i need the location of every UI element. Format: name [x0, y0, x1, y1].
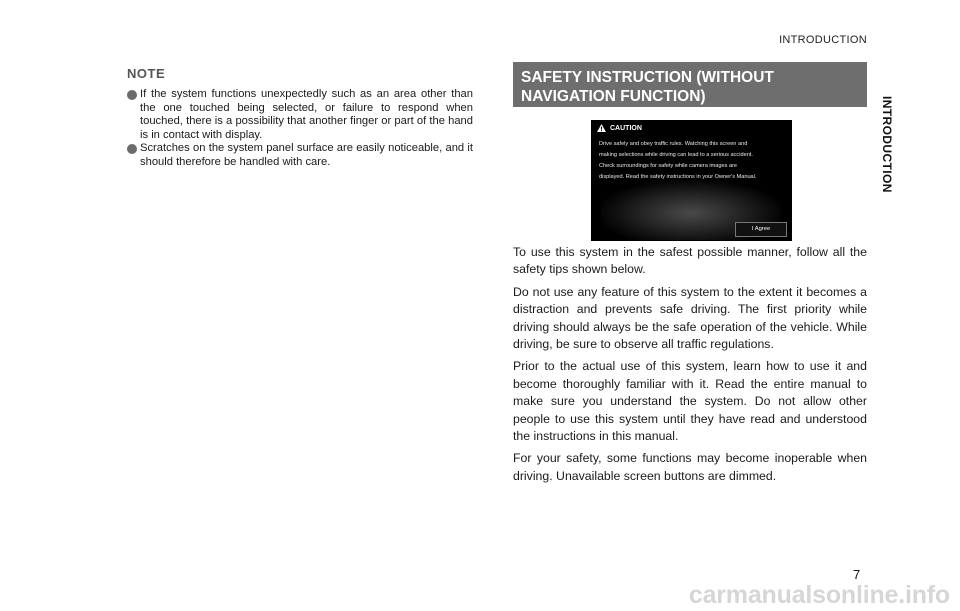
caution-label: CAUTION — [610, 124, 642, 132]
body-paragraph: Prior to the actual use of this system, learn how to use it and become thoroughly familiar with it. Read the entire manual to make sure you understand the system. Do not allow other people to use this system until they have read and understood the instructions in this manual. — [513, 359, 867, 444]
caution-screen-image — [591, 120, 792, 241]
running-header: INTRODUCTION — [779, 34, 867, 46]
i-agree-button[interactable]: I Agree — [735, 222, 787, 237]
section-title-line-1: SAFETY INSTRUCTION (WITHOUT — [521, 69, 774, 86]
watermark: carmanualsonline.info — [688, 581, 950, 609]
note-item — [127, 142, 473, 169]
bullet-icon — [127, 90, 137, 100]
side-tab — [877, 88, 897, 200]
caution-message — [599, 139, 789, 183]
caution-row — [597, 124, 642, 132]
section-title-line-2: NAVIGATION FUNCTION) — [521, 88, 706, 105]
note-item-text: Scratches on the system panel surface are easily noticeable, and it should therefore be handled with care. — [140, 142, 473, 168]
caution-message-line: displayed. Read the safety instructions in your Owner's Manual. — [599, 174, 757, 180]
body-paragraph: Do not use any feature of this system to the extent it becomes a distraction and prevents safe driving. The first priority while driving should always be the safe operation of the vehicle. While driving, be sure to observe all traffic regulations. — [513, 284, 867, 352]
side-tab-label: INTRODUCTION — [880, 95, 894, 193]
page-number: 7 — [853, 567, 861, 582]
body-text — [513, 244, 867, 490]
note-list — [127, 88, 473, 170]
caution-message-line: making selections while driving can lead to a serious accident. — [599, 152, 753, 158]
warning-triangle-icon — [597, 124, 606, 132]
caution-message-line: Drive safely and obey traffic rules. Watching this screen and — [599, 141, 748, 147]
section-header — [513, 62, 867, 107]
note-item-text: If the system functions unexpectedly such as an area other than the one touched being selected, or failure to respond when touched, there is a possibility that another finger or part of the hand is in contact with display. — [140, 88, 473, 141]
body-paragraph: To use this system in the safest possible manner, follow all the safety tips shown below. — [513, 245, 867, 277]
note-box — [127, 66, 473, 170]
note-item — [127, 88, 473, 142]
note-title: NOTE — [127, 66, 166, 81]
bullet-icon — [127, 144, 137, 154]
body-paragraph: For your safety, some functions may become inoperable when driving. Unavailable screen buttons are dimmed. — [513, 451, 867, 483]
caution-message-line: Check surroundings for safety while camera images are — [599, 163, 738, 169]
